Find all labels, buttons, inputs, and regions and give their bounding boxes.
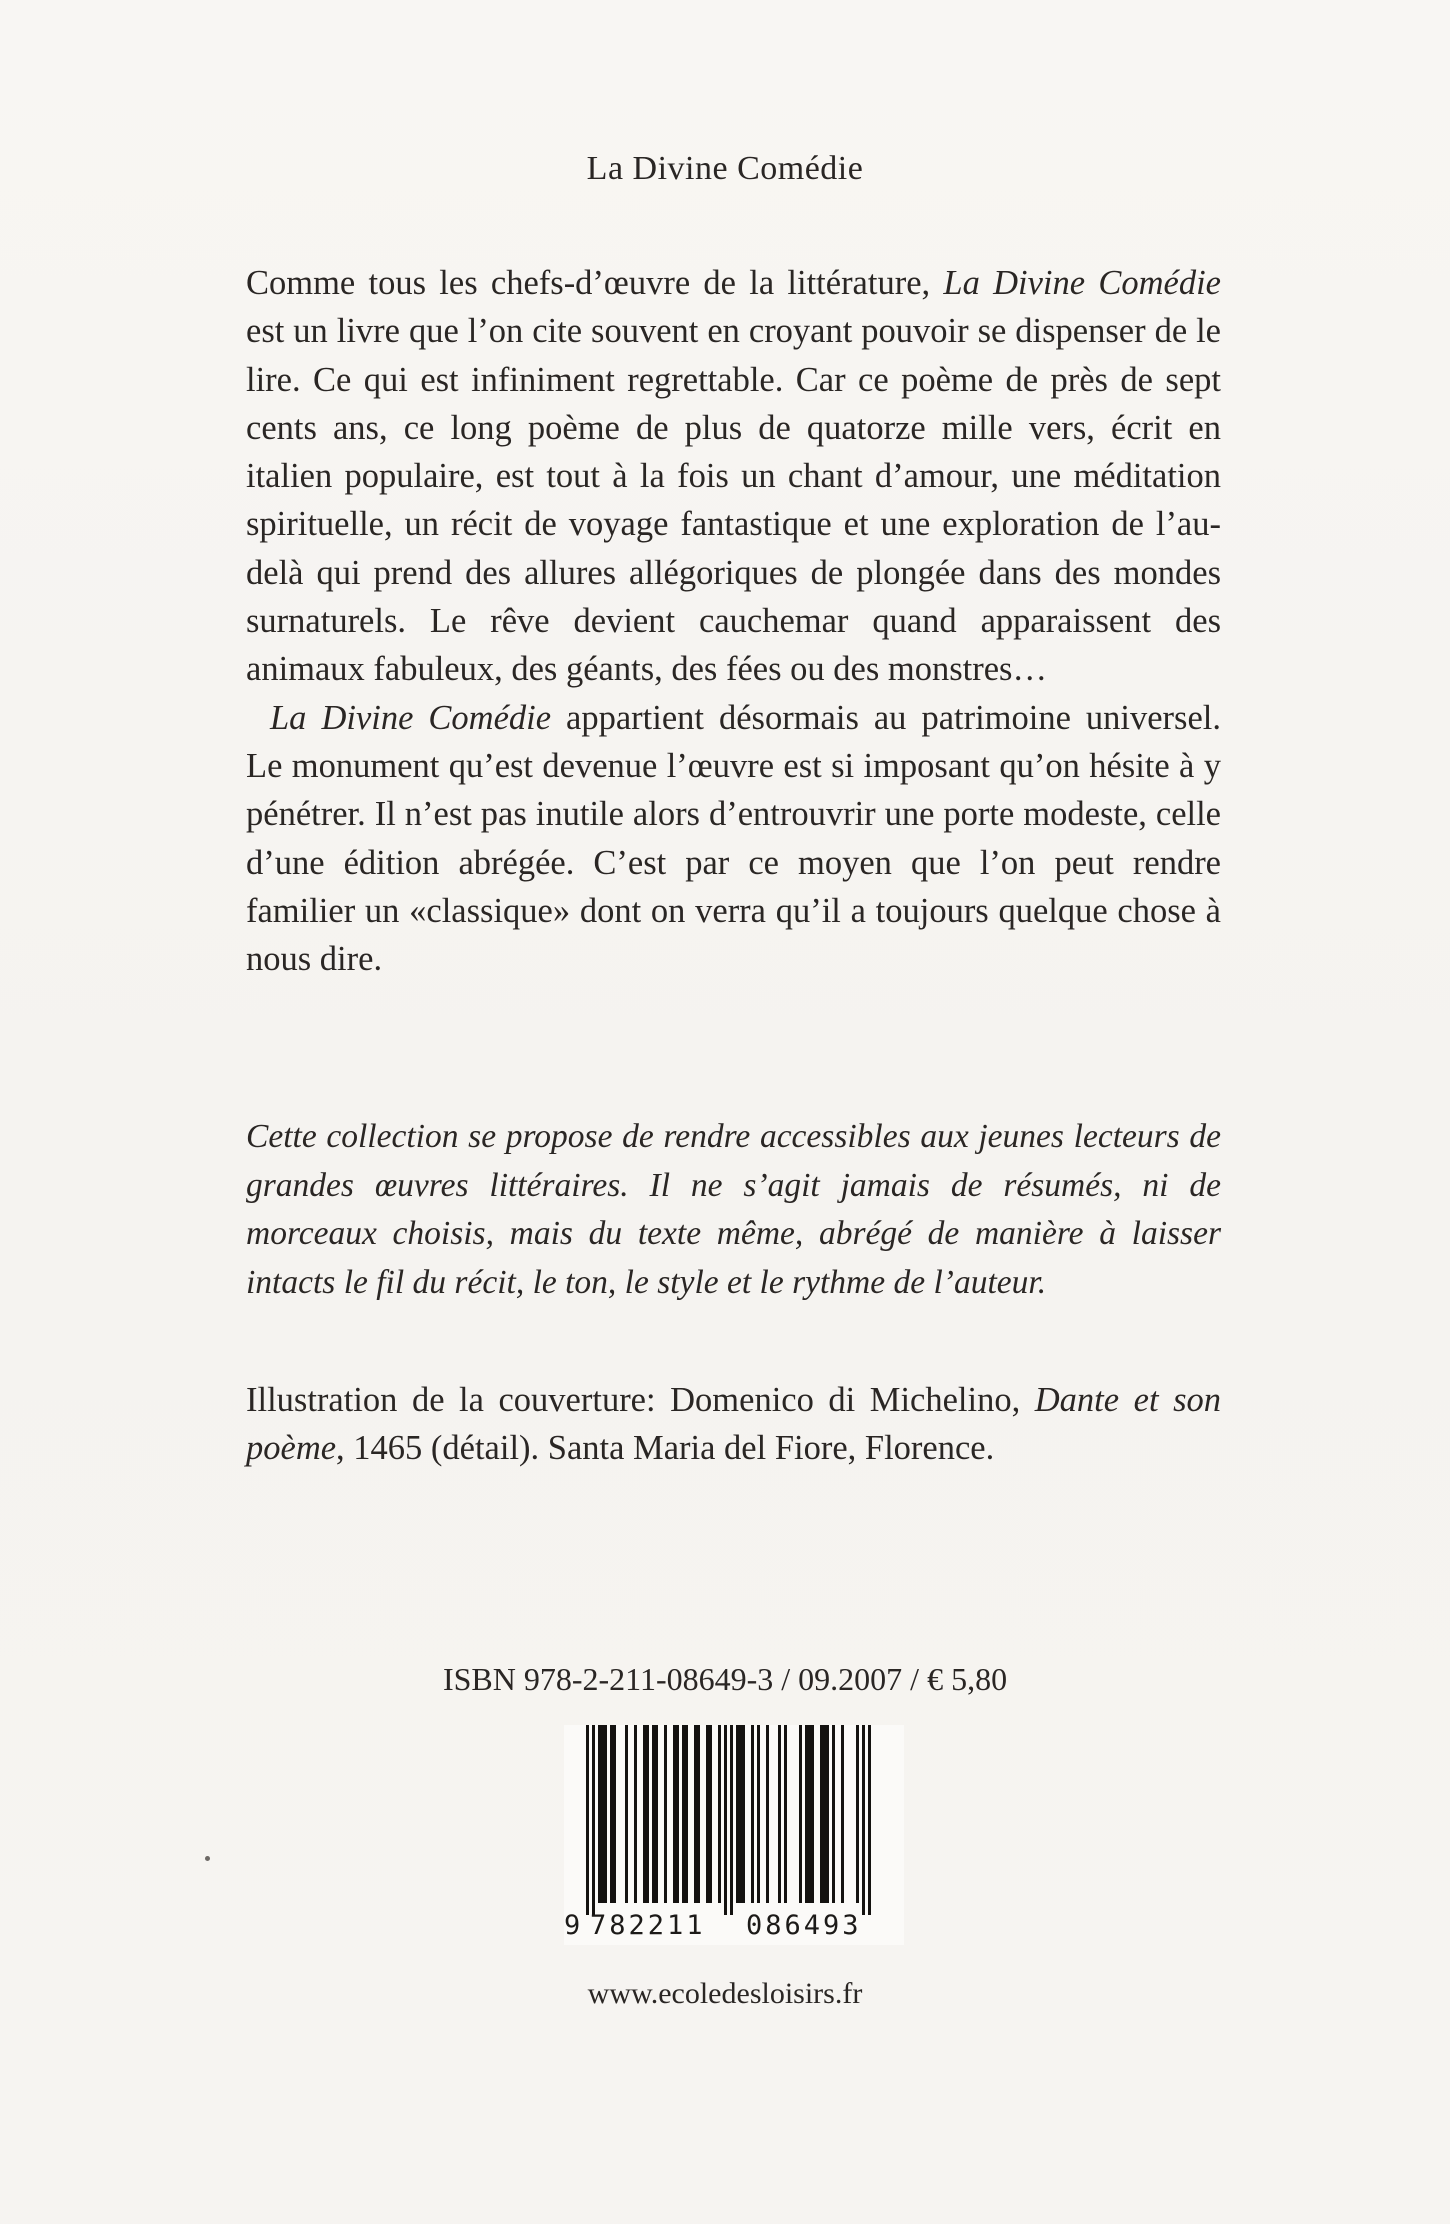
barcode-bar (601, 1725, 604, 1903)
barcode-bar (841, 1725, 844, 1903)
barcode-bar (586, 1725, 589, 1915)
summary-text-part: Comme tous les chefs-d’œuvre de la littérature, (246, 264, 944, 302)
barcode-bar (751, 1725, 754, 1903)
barcode-bar (757, 1725, 760, 1903)
barcode-bar (682, 1725, 685, 1903)
summary-text-part: appartient désormais au patrimoine universel. Le monument qu’est devenue l’œuvre est si imposant qu’on hésite à y pénétrer. Il n’est pas inutile alors d’entrouvrir une porte modeste, celle d’une édition abrégée. C’est par ce moyen que l’on peut rendre familier un «classique» dont on verra qu’il a toujours quelque chose à nous dire. (246, 698, 1221, 979)
barcode-bar (685, 1725, 688, 1903)
barcode-bar (709, 1725, 712, 1903)
barcode-bar (706, 1725, 709, 1903)
barcode-bar (799, 1725, 802, 1903)
illustration-credit (246, 1376, 1221, 1473)
barcode-bar (832, 1725, 835, 1903)
book-title-italic: La Divine Comédie (943, 264, 1221, 302)
barcode-digits-right: 086493 (746, 1910, 862, 1941)
print-speck (205, 1856, 210, 1861)
illustration-suffix: , 1465 (détail). Santa Maria del Fiore, Florence. (336, 1429, 995, 1468)
book-title-italic: La Divine Comédie (270, 698, 552, 737)
barcode-bar (784, 1725, 787, 1903)
barcode-bar (592, 1725, 595, 1915)
barcode-bar (742, 1725, 745, 1903)
barcode-bar (643, 1725, 646, 1903)
summary-text-part: est un livre que l’on cite souvent en croyant pouvoir se dispenser de le lire. Ce qui est infiniment regrettable. Car ce poème de près de sept cents ans, ce long poème de plus de quatorze mille vers, écrit en italien populaire, est tout à la fois un chant d’amour, une méditation spirituelle, un récit de voyage fantastique et une exploration de l’au-delà qui prend des allures allégoriques de plongée dans des mondes surnaturels. Le rêve devient cauchemar quand apparaissent des animaux fabuleux, des géants, des fées ou des monstres… (246, 312, 1221, 689)
barcode-bar (736, 1725, 739, 1903)
publisher-website: www.ecoledesloisirs.fr (587, 1977, 863, 2010)
barcode-bar (694, 1725, 697, 1903)
barcode-bar (613, 1725, 616, 1903)
barcode-bar (652, 1725, 655, 1903)
barcode-bar (826, 1725, 829, 1903)
barcode-bar (724, 1725, 727, 1915)
barcode-bar (718, 1725, 721, 1903)
barcode-bar (655, 1725, 658, 1903)
barcode-bar (697, 1725, 700, 1903)
collection-note (246, 1113, 1221, 1307)
illustration-text (246, 1376, 1221, 1473)
barcode-bars (564, 1725, 904, 1915)
barcode-bar (808, 1725, 811, 1903)
barcode-bar (805, 1725, 808, 1903)
barcode-bar (868, 1725, 871, 1915)
barcode-digits-left: 782211 (590, 1910, 706, 1941)
collection-text: Cette collection se propose de rendre accessibles aux jeunes lecteurs de grandes œuvres littéraires. Il ne s’agit jamais de résumés, ni de morceaux choisis, mais du texte même, abrégé de manière à laisser intacts le fil du récit, le ton, le style et le rythme de l’auteur. (246, 1118, 1221, 1301)
barcode-bar (604, 1725, 607, 1903)
barcode-digit-first: 9 (564, 1910, 581, 1941)
barcode-bar (766, 1725, 769, 1903)
barcode-bar (862, 1725, 865, 1915)
barcode-bar (673, 1725, 676, 1903)
barcode-bar (646, 1725, 649, 1903)
barcode-bar (778, 1725, 781, 1903)
barcode-bar (811, 1725, 814, 1903)
barcode-bar (598, 1725, 601, 1903)
barcode-bar (610, 1725, 613, 1903)
barcode-bar (676, 1725, 679, 1903)
isbn-line: ISBN 978-2-211-08649-3 / 09.2007 / € 5,80 (442, 1661, 1008, 1697)
barcode-bar (634, 1725, 637, 1903)
page-title: La Divine Comédie (586, 150, 864, 187)
illustration-prefix: Illustration de la couverture: Domenico di Michelino, (246, 1381, 1035, 1419)
barcode-bar (739, 1725, 742, 1903)
summary-paragraph-1 (246, 259, 1221, 694)
barcode-bar (820, 1725, 823, 1903)
summary-paragraph-2 (246, 694, 1221, 984)
barcode-bar (856, 1725, 859, 1903)
artwork-title: Dante et son poème (246, 1381, 1221, 1468)
barcode-bar (664, 1725, 667, 1903)
barcode-bar (730, 1725, 733, 1915)
barcode-bar (625, 1725, 628, 1903)
summary-text (246, 259, 1221, 983)
barcode-bar (823, 1725, 826, 1903)
